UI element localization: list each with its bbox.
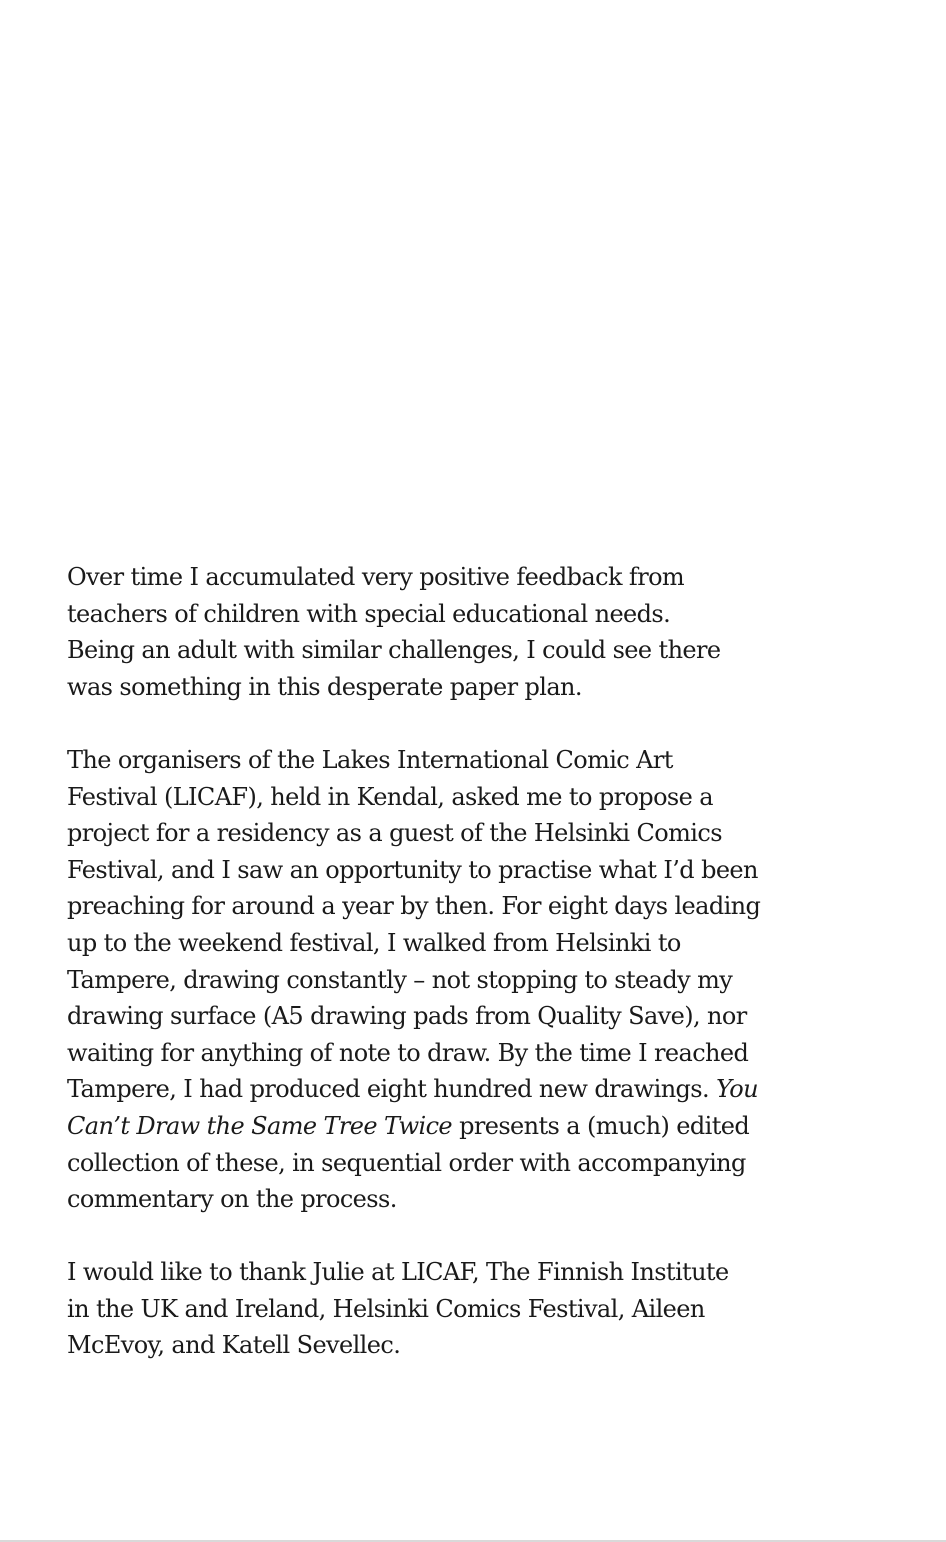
text-line: waiting for anything of note to draw. By the time I reached: [67, 1038, 749, 1067]
paragraph-residency: [67, 742, 827, 1218]
text-line: Over time I accumulated very positive feedback from: [67, 563, 685, 591]
text-line: Festival, and I saw an opportunity to practise what I’d been: [67, 855, 758, 884]
text-line: drawing surface (A5 drawing pads from Quality Save), nor: [67, 1002, 747, 1031]
text-line: preaching for around a year by then. For eight days leading: [67, 892, 761, 921]
paragraph-acknowledgements: [67, 1254, 827, 1364]
paragraph-feedback: [67, 559, 827, 705]
text-line: was something in this desperate paper plan.: [67, 672, 582, 701]
text-line: up to the weekend festival, I walked from Helsinki to: [67, 928, 681, 957]
text-segment: Tampere, I had produced eight hundred new drawings.: [67, 1075, 717, 1104]
text-line: Festival (LICAF), held in Kendal, asked me to propose a: [67, 782, 713, 811]
text-line: commentary on the process.: [67, 1185, 397, 1214]
book-title-italic: Can’t Draw the Same Tree Twice: [67, 1111, 453, 1140]
text-line: collection of these, in sequential order with accompanying: [67, 1148, 746, 1177]
text-line: McEvoy, and Katell Sevellec.: [67, 1331, 401, 1360]
text-line: Being an adult with similar challenges, I could see there: [67, 636, 721, 665]
text-segment: presents a (much) edited: [452, 1111, 750, 1140]
book-title-italic: You: [716, 1075, 758, 1104]
text-line: Tampere, drawing constantly – not stopping to steady my: [67, 965, 733, 994]
text-line: [67, 1108, 827, 1145]
text-line: I would like to thank Julie at LICAF, The Finnish Institute: [67, 1258, 729, 1287]
text-line: project for a residency as a guest of the Helsinki Comics: [67, 819, 722, 848]
body-text: [67, 559, 827, 1364]
text-line: teachers of children with special educational needs.: [67, 599, 671, 628]
text-line: The organisers of the Lakes International Comic Art: [67, 745, 673, 774]
text-line: [67, 1071, 827, 1108]
text-line: in the UK and Ireland, Helsinki Comics Festival, Aileen: [67, 1294, 705, 1323]
